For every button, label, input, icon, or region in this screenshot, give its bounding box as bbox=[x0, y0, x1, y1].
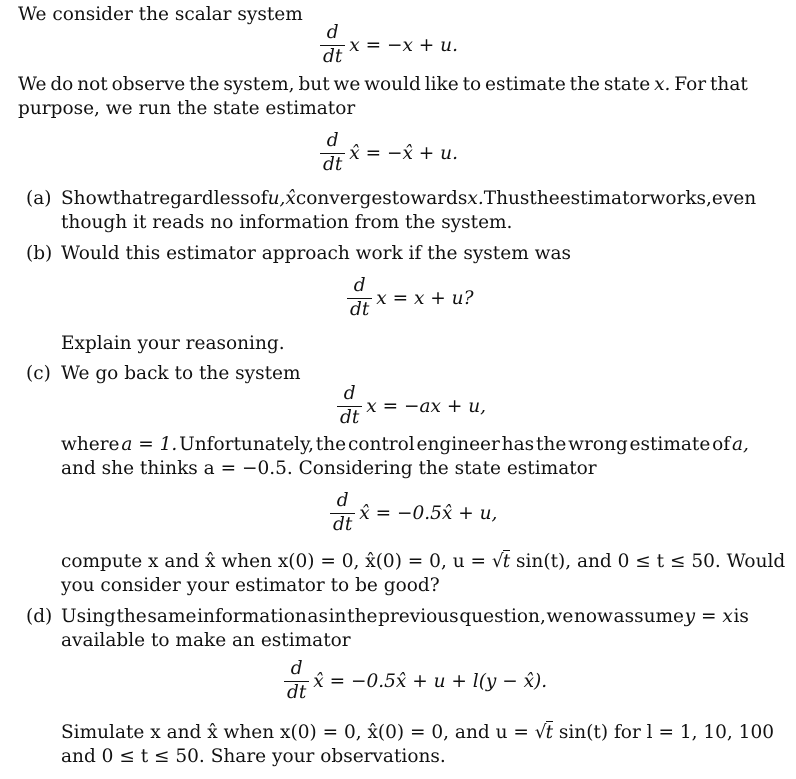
part-c-line-5: you consider your estimator to be good? bbox=[61, 575, 440, 596]
part-a-line-1: Show that regardless of u, x̂ converges towards x. Thus the estimator works, even bbox=[61, 188, 757, 209]
equation-rhs: x = −x + u. bbox=[349, 34, 458, 56]
sqrt-symbol: √ bbox=[534, 722, 547, 743]
equation-estimator bbox=[320, 132, 458, 174]
equation-rhs: x̂ = −0.5x̂ + u + l(y − x̂). bbox=[313, 670, 548, 692]
part-c-line-3: and she thinks a = −0.5. Considering the state estimator bbox=[61, 458, 597, 479]
part-d-line-3: Simulate x and x̂ when x(0) = 0, x̂(0) = 0, and u = √t sin(t) for l = 1, 10, 100 bbox=[61, 722, 774, 743]
part-c-line-1: We go back to the system bbox=[61, 363, 301, 384]
part-d-label: (d) bbox=[26, 606, 53, 627]
equation-system bbox=[320, 24, 458, 66]
derivative-fraction: $\frac{d}{dt}$ bbox=[320, 24, 345, 66]
intro-line-3: purpose, we run the state estimator bbox=[18, 98, 356, 119]
equation-rhs: x = x + u? bbox=[376, 287, 474, 309]
intro-line-1: We consider the scalar system bbox=[18, 4, 303, 25]
sqrt-symbol: √ bbox=[491, 551, 504, 572]
part-c-label: (c) bbox=[26, 363, 51, 384]
equation-d-estimator bbox=[284, 660, 547, 702]
equation-c-system bbox=[337, 385, 486, 427]
intro-line-2: We do not observe the system, but we would like to estimate the state x. For that bbox=[18, 74, 748, 95]
part-c-line-2: where a = 1. Unfortunately, the control engineer has the wrong estimate of a, bbox=[61, 434, 749, 455]
part-b-line-1: Would this estimator approach work if the system was bbox=[61, 243, 571, 264]
derivative-fraction: $\frac{d}{dt}$ bbox=[320, 132, 345, 174]
equation-c-estimator bbox=[330, 492, 497, 534]
part-b-line-2: Explain your reasoning. bbox=[61, 333, 285, 354]
derivative-fraction: $\frac{d}{dt}$ bbox=[347, 277, 372, 319]
equation-rhs: x̂ = −0.5x̂ + u, bbox=[359, 502, 498, 524]
part-d-line-1: Using the same information as in the previous question, we now assume y = x is bbox=[61, 606, 749, 627]
part-d-line-4: and 0 ≤ t ≤ 50. Share your observations. bbox=[61, 746, 446, 767]
part-a-line-2: though it reads no information from the system. bbox=[61, 212, 513, 233]
part-d-line-2: available to make an estimator bbox=[61, 630, 351, 651]
equation-rhs: x̂ = −x̂ + u. bbox=[349, 142, 458, 164]
part-a-label: (a) bbox=[26, 188, 52, 209]
equation-b bbox=[347, 277, 474, 319]
derivative-fraction: $\frac{d}{dt}$ bbox=[330, 492, 355, 534]
equation-rhs: x = −ax + u, bbox=[366, 395, 486, 417]
part-b-label: (b) bbox=[26, 243, 53, 264]
derivative-fraction: $\frac{d}{dt}$ bbox=[337, 385, 362, 427]
derivative-fraction: $\frac{d}{dt}$ bbox=[284, 660, 309, 702]
part-c-line-4: compute x and x̂ when x(0) = 0, x̂(0) = 0, u = √t sin(t), and 0 ≤ t ≤ 50. Would bbox=[61, 551, 786, 572]
